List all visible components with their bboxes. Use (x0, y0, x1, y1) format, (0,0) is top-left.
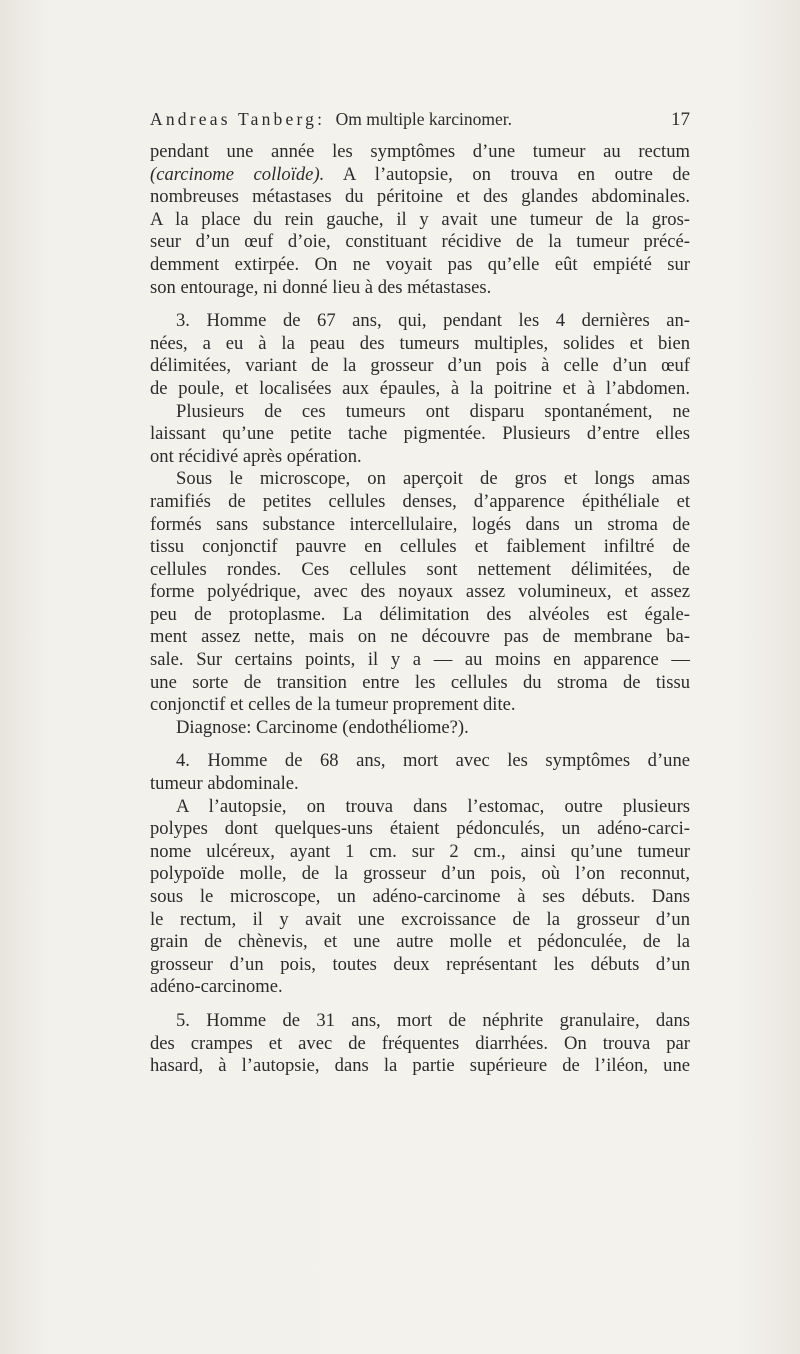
text-line: nome ulcéreux, ayant 1 cm. sur 2 cm., ainsi qu’une tumeur (150, 840, 690, 862)
text-line: A l’autopsie, on trouva dans l’estomac, outre plusieurs (176, 795, 690, 817)
text-line: seur d’un œuf d’oie, constituant récidive de la tumeur précé- (150, 231, 690, 253)
text-line: Sous le microscope, on aperçoit de gros et longs amas (176, 468, 690, 490)
text-line: 4. Homme de 68 ans, mort avec les symptômes d’une (176, 750, 690, 772)
text-line: polypoïde molle, de la grosseur d’un pois, où l’on reconnut, (150, 863, 690, 885)
text-line: 5. Homme de 31 ans, mort de néphrite granulaire, dans (176, 1009, 690, 1031)
text-line: grosseur d’un pois, toutes deux représentant les débuts d’un (150, 953, 690, 975)
paragraph-case-5 (150, 1010, 690, 1078)
paragraph-case-4 (150, 750, 690, 999)
text-line: Diagnose: Carcinome (endothéliome?). (176, 716, 469, 738)
text-line: laissant qu’une petite tache pigmentée. Plusieurs d’entre elles (150, 423, 690, 445)
text-line: pendant une année les symptômes d’une tumeur au rectum (150, 141, 690, 162)
text-run: A l’autopsie, on trouva en outre de (324, 163, 690, 185)
text-line: peu de protoplasme. La délimitation des alvéoles est égale- (150, 603, 690, 625)
italic-term: (carcinome colloïde). (150, 163, 325, 185)
body-text (150, 141, 690, 1078)
running-head-title: Om multiple karcinomer. (335, 109, 512, 129)
text-line: sous le microscope, un adéno-carcinome à ses débuts. Dans (150, 886, 690, 907)
paragraph-case-2-continued (150, 141, 690, 299)
running-head-author: Andreas Tanberg: (150, 109, 326, 129)
text-line: 3. Homme de 67 ans, qui, pendant les 4 dernières an- (176, 310, 690, 332)
text-line: demment extirpée. On ne voyait pas qu’elle eût empiété sur (150, 253, 690, 275)
text-line: ramifiés de petites cellules denses, d’apparence épithéliale et (150, 490, 690, 512)
text-line: Plusieurs de ces tumeurs ont disparu spontanément, ne (176, 400, 690, 422)
text-line: adéno-carcinome. (150, 976, 283, 998)
text-line: sale. Sur certains points, il y a — au moins en apparence — (150, 649, 690, 671)
text-line: conjonctif et celles de la tumeur proprement dite. (150, 694, 516, 716)
text-line: délimitées, variant de la grosseur d’un pois à celle d’un œuf (150, 355, 690, 377)
text-line: grain de chènevis, et une autre molle et pédonculée, de la (150, 931, 690, 953)
text-line: hasard, à l’autopsie, dans la partie supérieure de l’iléon, une (150, 1055, 690, 1077)
text-line: cellules rondes. Ces cellules sont nettement délimitées, de (150, 558, 690, 580)
text-line: nombreuses métastases du péritoine et des glandes abdominales. (150, 186, 690, 208)
text-line: forme polyédrique, avec des noyaux assez volumineux, et assez (150, 581, 690, 603)
page-number: 17 (671, 109, 690, 130)
text-line: ont récidivé après opération. (150, 445, 362, 467)
paragraph-case-3 (150, 310, 690, 739)
text-line: ment assez nette, mais on ne découvre pas de membrane ba- (150, 626, 690, 648)
text-line: le rectum, il y avait une excroissance de la grosseur d’un (150, 908, 690, 930)
text-line: des crampes et avec de fréquentes diarrhées. On trouva par (150, 1032, 690, 1054)
text-line: de poule, et localisées aux épaules, à la poitrine et à l’abdomen. (150, 377, 690, 399)
text-line: une sorte de transition entre les cellules du stroma de tissu (150, 671, 690, 693)
text-line (150, 164, 690, 187)
text-line: son entourage, ni donné lieu à des métastases. (150, 276, 492, 298)
text-line: formés sans substance intercellulaire, logés dans un stroma de (150, 513, 690, 535)
text-line: polypes dont quelques-uns étaient pédonculés, un adéno-carci- (150, 818, 690, 840)
text-line: tumeur abdominale. (150, 773, 299, 795)
running-head (150, 107, 690, 131)
text-line: A la place du rein gauche, il y avait une tumeur de la gros- (150, 208, 690, 230)
text-line: tissu conjonctif pauvre en cellules et faiblement infiltré de (150, 536, 690, 558)
text-line: nées, a eu à la peau des tumeurs multiples, solides et bien (150, 332, 690, 354)
